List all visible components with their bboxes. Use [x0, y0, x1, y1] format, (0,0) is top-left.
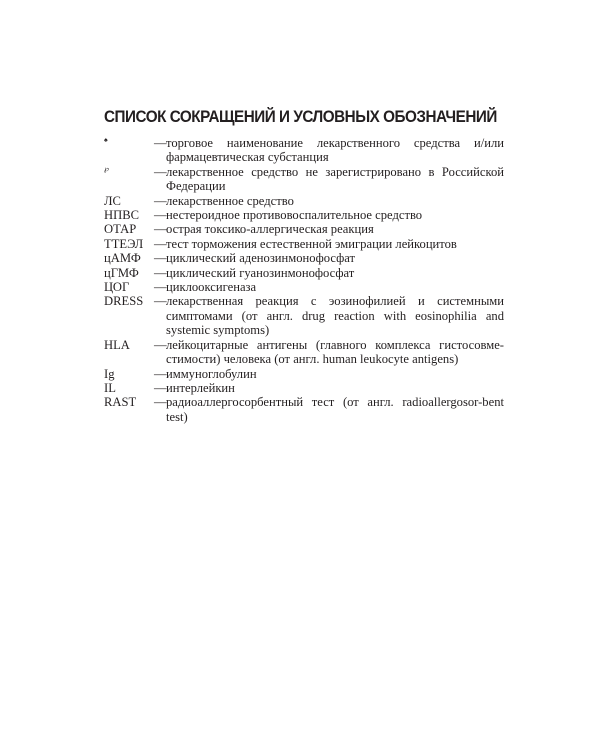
- definition: нестероидное противовоспалительное средство: [166, 208, 423, 223]
- dash: —: [154, 164, 167, 179]
- abbreviation: [104, 165, 154, 179]
- dash: —: [154, 337, 167, 352]
- definition: циклический аденозинмонофосфат: [166, 251, 356, 266]
- unregistered-drug-symbol-icon: ℘: [104, 164, 109, 173]
- abbreviation: Ig: [104, 366, 115, 381]
- page-title: СПИСОК СОКРАЩЕНИЙ И УСЛОВНЫХ ОБОЗНАЧЕНИЙ: [104, 108, 497, 126]
- dash: —: [154, 366, 167, 381]
- list-item: [104, 338, 504, 367]
- list-item: [104, 367, 504, 381]
- dash: —: [154, 208, 167, 223]
- definition: острая токсико-аллергическая реакция: [166, 222, 374, 237]
- abbreviation: НПВС: [104, 208, 139, 223]
- abbreviation: ОТАР: [104, 222, 137, 237]
- list-item: [104, 381, 504, 395]
- dash: —: [154, 294, 167, 309]
- definition: лекарственная реакция с эозинофилией и системными симптомами (от англ. drug reaction with eosinophilia and systemic symptoms): [166, 294, 504, 338]
- abbreviation: ЦОГ: [104, 280, 130, 295]
- definition: циклооксигеназа: [166, 280, 257, 295]
- abbreviation: ЛС: [104, 193, 121, 208]
- list-item: [104, 266, 504, 280]
- dash: —: [154, 265, 167, 280]
- dash: —: [154, 380, 167, 395]
- list-item: [104, 136, 504, 165]
- abbreviation-list: [104, 136, 504, 424]
- list-item: [104, 294, 504, 337]
- list-item: [104, 280, 504, 294]
- dash: —: [154, 280, 167, 295]
- abbreviation: цАМФ: [104, 251, 141, 266]
- dash: —: [154, 222, 167, 237]
- list-item: [104, 208, 504, 222]
- definition: торговое наименование лекарственного средства и/или фармацевтическая субстанция: [166, 136, 504, 165]
- list-item: [104, 165, 504, 194]
- definition: циклический гуанозинмонофосфат: [166, 265, 355, 280]
- list-item: [104, 237, 504, 251]
- definition: интерлейкин: [166, 380, 235, 395]
- definition: лейкоцитарные антигены (главного комплекса гистосовме-стимости) человека (от англ. human leukocyte antigens): [166, 337, 504, 367]
- list-item: [104, 251, 504, 265]
- list-item: [104, 222, 504, 236]
- dash: —: [154, 236, 167, 251]
- abbreviation: цГМФ: [104, 265, 139, 280]
- dash: —: [154, 251, 167, 266]
- dash: —: [154, 136, 167, 150]
- abbreviation: [104, 136, 154, 150]
- abbreviation: ТТЕЭЛ: [104, 236, 144, 251]
- list-item: [104, 395, 504, 424]
- definition: иммуноглобулин: [166, 366, 257, 381]
- dash: —: [154, 395, 167, 410]
- abbreviation: RAST: [104, 395, 137, 410]
- dash: —: [154, 193, 167, 208]
- definition: лекарственное средство не зарегистрировано в Российской Федерации: [166, 164, 504, 194]
- definition: лекарственное средство: [166, 193, 294, 208]
- trade-name-symbol-icon: ♠: [104, 136, 108, 144]
- abbreviation: IL: [104, 380, 116, 395]
- definition: тест торможения естественной эмиграции лейкоцитов: [166, 236, 457, 251]
- definition: радиоаллергосорбентный тест (от англ. radioallergosor-bent test): [166, 395, 504, 424]
- abbreviation: HLA: [104, 337, 130, 352]
- list-item: [104, 194, 504, 208]
- abbreviation: DRESS: [104, 294, 144, 309]
